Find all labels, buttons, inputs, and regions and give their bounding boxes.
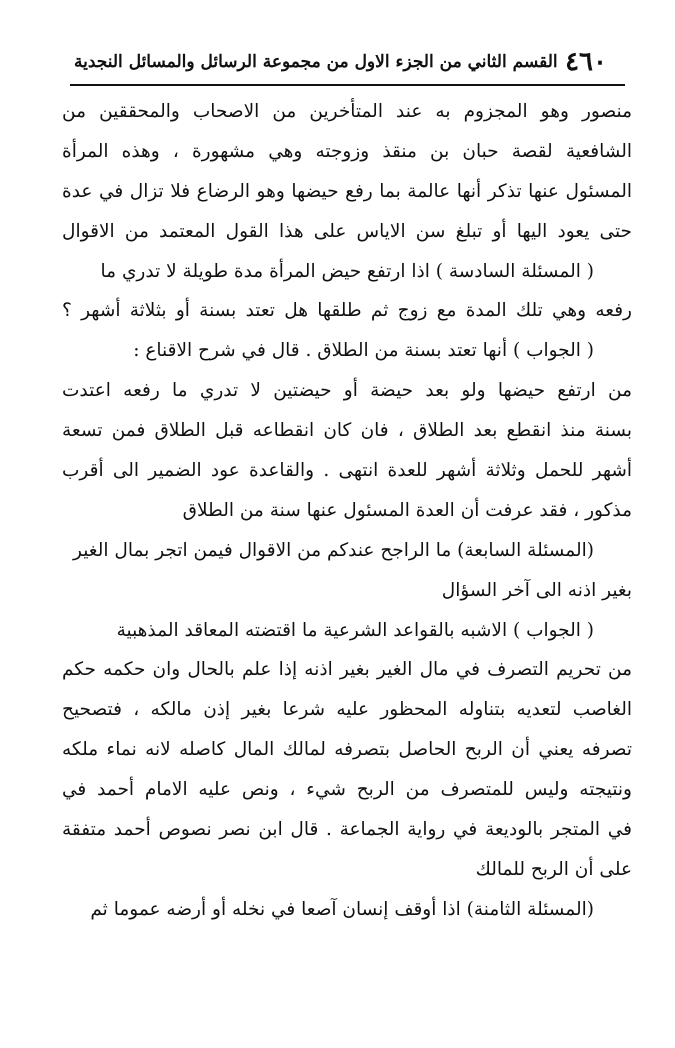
text-line: على أن الربح للمالك (475, 858, 632, 880)
text-line: الشافعية لقصة حبان بن منقذ وزوجته وهي مشهورة ، وهذه المرأة (62, 140, 632, 162)
running-title: القسم الثاني من الجزء الاول من مجموعة الرسائل والمسائل النجدية (74, 52, 558, 72)
text-line: من تحريم التصرف في مال الغير بغير اذنه إذا علم بالحال وان حكمه حكم (62, 659, 632, 681)
text-line: (المسئلة السابعة) ما الراجح عندكم من الاقوال فيمن اتجر بمال الغير (73, 539, 594, 561)
text-line: في المتجر بالوديعة في رواية الجماعة . قال ابن نصر نصوص أحمد متفقة (62, 819, 632, 841)
text-line: بغير اذنه الى آخر السؤال (441, 579, 632, 601)
text-line: أشهر للحمل وثلاثة أشهر للعدة انتهى . والقاعدة عود الضمير الى أقرب (62, 460, 632, 482)
text-line: تصرفه يعني أن الربح الحاصل بتصرفه لمالك المال كاصله لانه نماء ملكه (62, 739, 632, 761)
page-number: ٤٦٠ (565, 47, 607, 77)
text-line: (المسئلة الثامنة) اذا أوقف إنسان آصعا في نخله أو أرضه عموما ثم (90, 898, 594, 920)
text-line: ( الجواب ) الاشبه بالقواعد الشرعية ما اقتضته المعاقد المذهبية (116, 619, 594, 641)
text-line: بسنة منذ انقطع بعد الطلاق ، فان كان انقطاعه قبل الطلاق فمن تسعة (62, 420, 632, 442)
text-line: مذكور ، فقد عرفت أن العدة المسئول عنها سنة من الطلاق (182, 499, 632, 521)
text-line: من ارتفع حيضها ولو بعد حيضة أو حيضتين لا تدري ما رفعه اعتدت (62, 380, 632, 402)
text-line: حتى يعود اليها أو تبلغ سن الاياس على هذا القول المعتمد من الاقوال (62, 220, 632, 242)
page-header (70, 40, 625, 86)
text-line: الغاصب لتعديه بتناوله المحظور عليه شرعا بغير إذن مالكه ، فتصحيح (62, 699, 632, 721)
text-line: رفعه وهي تلك المدة مع زوج ثم طلقها هل تعتد بسنة أو بثلاثة أشهر ؟ (62, 300, 632, 322)
text-line: المسئول عنها تذكر أنها عالمة بما رفع حيضها وهو الرضاع فلا تزال في عدة (62, 180, 632, 202)
text-line: ( المسئلة السادسة ) اذا ارتفع حيض المرأة مدة طويلة لا تدري ما (100, 260, 594, 282)
text-line: ( الجواب ) أنها تعتد بسنة من الطلاق . قال في شرح الاقناع : (133, 340, 594, 362)
text-line: منصور وهو المجزوم به عند المتأخرين من الاصحاب والمحققين من (62, 101, 632, 122)
text-line: ونتيجته وليس للمتصرف من الربح شيء ، ونص عليه الامام أحمد في (62, 779, 632, 801)
page-body (62, 92, 632, 930)
